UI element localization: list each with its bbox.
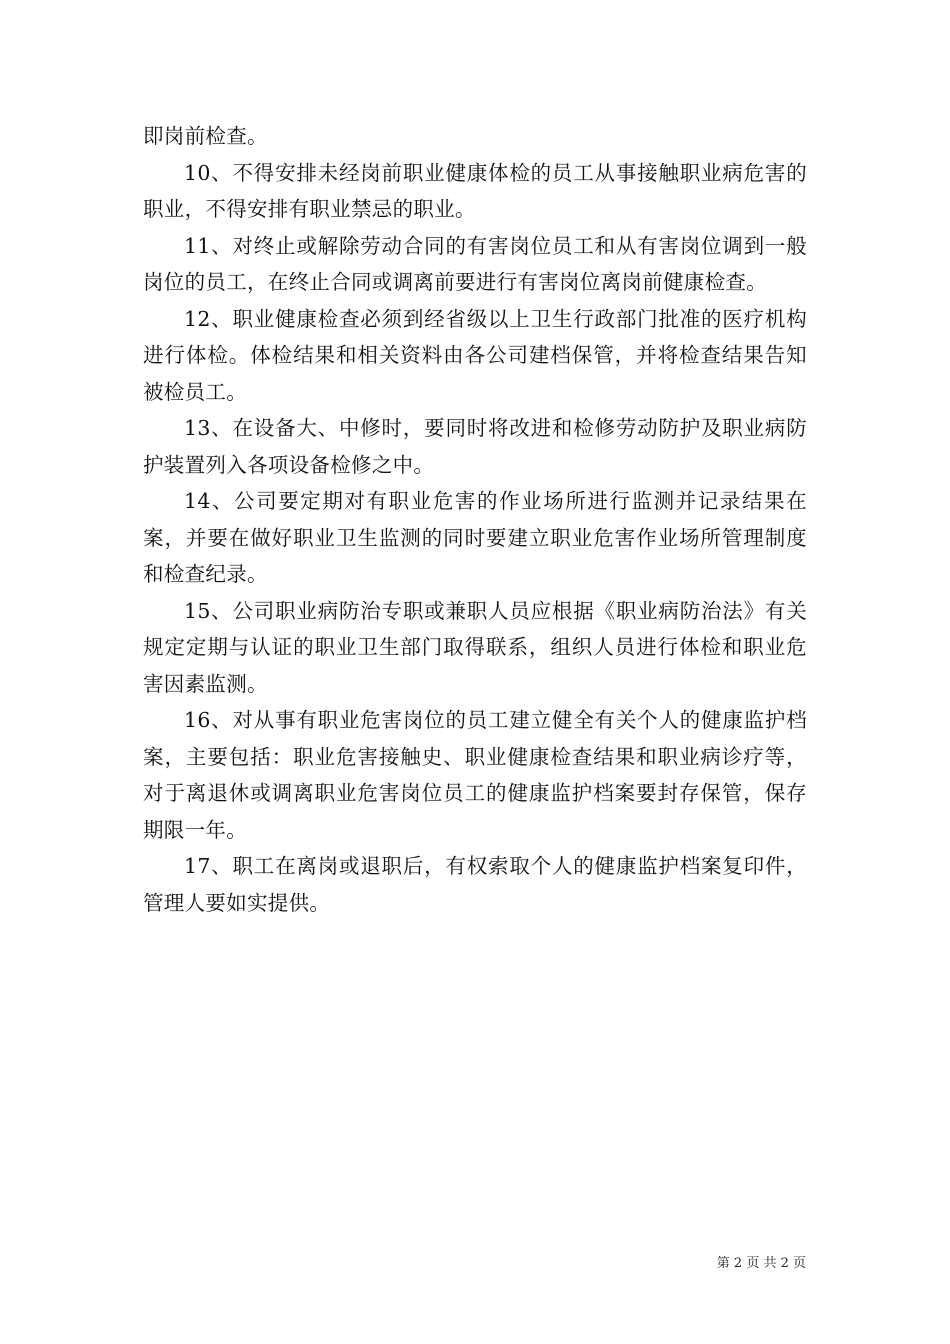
paragraph-item-15: 15、公司职业病防治专职或兼职人员应根据《职业病防治法》有关规定定期与认证的职业卫生部门取得联系，组织人员进行体检和职业危害因素监测。 (143, 598, 807, 696)
page-number-footer: 第 2 页 共 2 页 (716, 1256, 806, 1271)
document-body (143, 118, 807, 921)
paragraph-item-13: 13、在设备大、中修时，要同时将改进和检修劳动防护及职业病防护装置列入各项设备检修之中。 (143, 416, 807, 477)
paragraph-item-12: 12、职业健康检查必须到经省级以上卫生行政部门批准的医疗机构进行体检。体检结果和相关资料由各公司建档保管，并将检查结果告知被检员工。 (143, 306, 807, 404)
continuation-text: 即岗前检查。 (143, 124, 268, 148)
paragraph-item-16: 16、对从事有职业危害岗位的员工建立健全有关个人的健康监护档案，主要包括：职业危害接触史、职业健康检查结果和职业病诊疗等，对于离退休或调离职业危害岗位员工的健康监护档案要封存保管，保存期限一年。 (143, 708, 807, 842)
paragraph-item-17: 17、职工在离岗或退职后，有权索取个人的健康监护档案复印件，管理人要如实提供。 (143, 854, 807, 915)
paragraph-item-11: 11、对终止或解除劳动合同的有害岗位员工和从有害岗位调到一般岗位的员工，在终止合同或调离前要进行有害岗位离岗前健康检查。 (143, 233, 807, 294)
paragraph-item-10: 10、不得安排未经岗前职业健康体检的员工从事接触职业病危害的职业，不得安排有职业禁忌的职业。 (143, 160, 807, 221)
paragraph-item-14: 14、公司要定期对有职业危害的作业场所进行监测并记录结果在案，并要在做好职业卫生监测的同时要建立职业危害作业场所管理制度和检查纪录。 (143, 489, 807, 586)
